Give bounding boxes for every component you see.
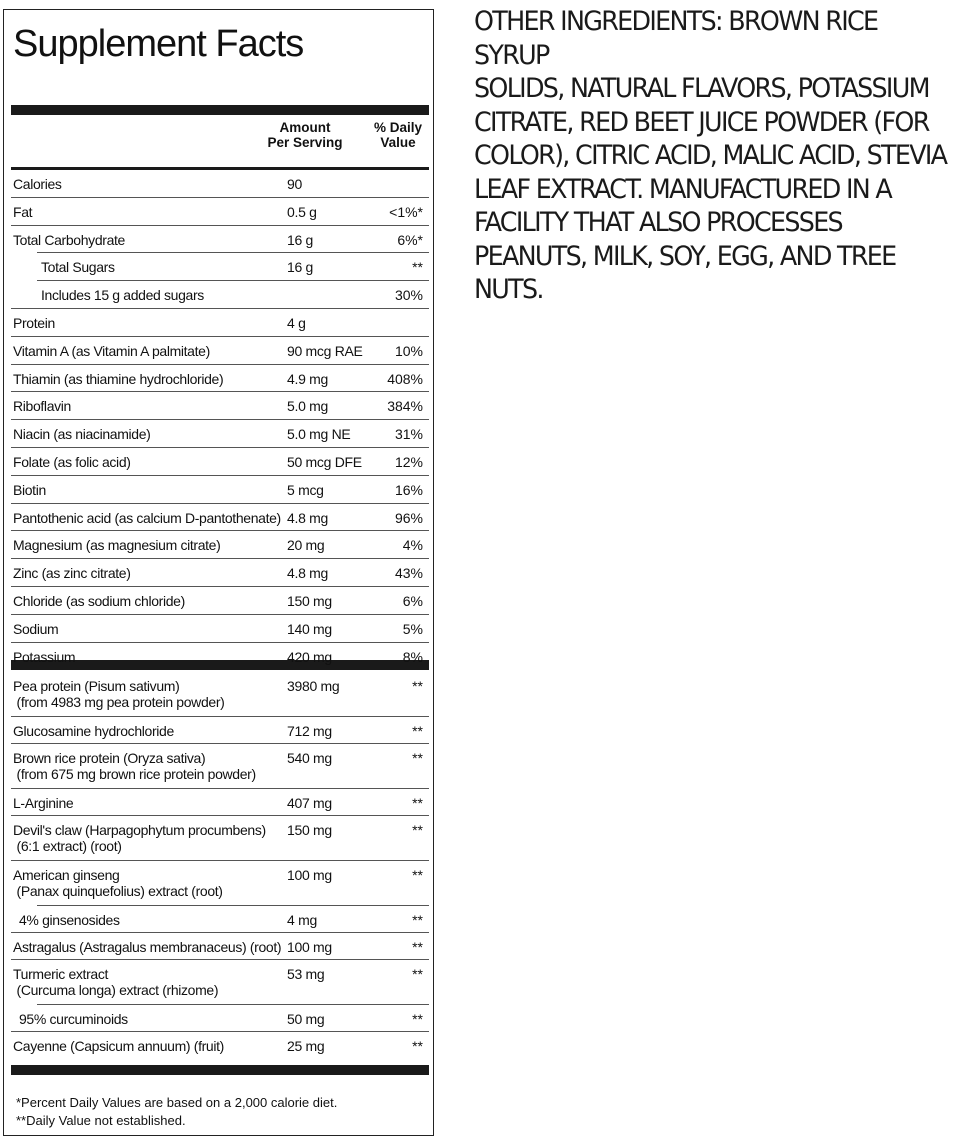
- table-row: [11, 587, 429, 615]
- row-daily-value: **: [412, 723, 423, 739]
- row-amount: 150 mg: [287, 593, 332, 609]
- row-amount: 100 mg: [287, 867, 332, 883]
- row-daily-value: 6%*: [397, 231, 423, 248]
- row-name: Devil's claw (Harpagophytum procumbens) (6:1 extract) (root): [13, 822, 266, 854]
- row-name: Total Carbohydrate: [13, 231, 125, 248]
- row-name: Potassium: [13, 648, 76, 665]
- row-amount: 25 mg: [287, 1038, 325, 1054]
- table-row: [11, 170, 429, 198]
- row-amount: 5.0 mg: [287, 398, 328, 415]
- table-row: [11, 476, 429, 504]
- row-amount: 4.8 mg: [287, 509, 328, 526]
- row-daily-value: **: [412, 912, 423, 928]
- row-daily-value: **: [412, 259, 423, 276]
- row-name: Glucosamine hydrochloride: [13, 723, 174, 739]
- row-amount: 50 mg: [287, 1011, 325, 1027]
- table-row: [11, 744, 429, 789]
- row-name: Calories: [13, 176, 62, 192]
- table-row: [11, 861, 429, 906]
- row-daily-value: **: [412, 750, 423, 766]
- row-daily-value: 384%: [387, 398, 423, 415]
- table-row: [11, 392, 429, 420]
- row-amount: 4 g: [287, 315, 306, 331]
- row-name: Pea protein (Pisum sativum) (from 4983 mg pea protein powder): [13, 678, 225, 710]
- row-amount: 90: [287, 176, 302, 192]
- table-row: [11, 643, 429, 671]
- row-name: Includes 15 g added sugars: [41, 287, 204, 304]
- row-daily-value: 16%: [394, 481, 423, 498]
- row-amount: 540 mg: [287, 750, 332, 766]
- row-daily-value: 12%: [394, 454, 423, 470]
- row-name: L-Arginine: [13, 795, 74, 811]
- row-amount: 3980 mg: [287, 678, 340, 694]
- table-row: [11, 420, 429, 448]
- row-name: 95% curcuminoids: [19, 1011, 128, 1027]
- footnotes: [16, 1094, 337, 1130]
- row-daily-value: **: [412, 939, 423, 955]
- table-row: [11, 672, 429, 717]
- row-name: Fat: [13, 203, 33, 220]
- row-amount: 50 mcg DFE: [287, 454, 362, 470]
- row-amount: 5.0 mg NE: [287, 426, 351, 443]
- row-daily-value: 5%: [402, 620, 423, 637]
- table-row: [11, 816, 429, 861]
- table-row: [11, 309, 429, 337]
- row-daily-value: **: [412, 1011, 423, 1027]
- row-name: 4% ginsenosides: [19, 912, 120, 928]
- thick-divider-bottom: [11, 1065, 429, 1075]
- row-name: Turmeric extract (Curcuma longa) extract (rhizome): [13, 966, 219, 998]
- column-header-amount: Amount Per Serving: [267, 120, 343, 150]
- table-row: [11, 1032, 429, 1059]
- table-row: [11, 531, 429, 559]
- row-amount: 16 g: [287, 231, 314, 248]
- row-name: Brown rice protein (Oryza sativa) (from 675 mg brown rice protein powder): [13, 750, 256, 782]
- row-name: Biotin: [13, 481, 46, 498]
- row-daily-value: 4%: [402, 537, 423, 554]
- row-daily-value: **: [412, 966, 423, 982]
- supplement-facts-panel: [3, 9, 434, 1136]
- table-row: [11, 789, 429, 816]
- row-amount: 712 mg: [287, 723, 332, 739]
- table-row: [11, 281, 429, 309]
- footnote-percent-dv: *Percent Daily Values are based on a 2,000 calorie diet.: [16, 1095, 338, 1110]
- row-daily-value: 10%: [394, 342, 423, 359]
- table-row: [11, 906, 429, 933]
- row-amount: 90 mcg RAE: [287, 342, 363, 359]
- row-daily-value: **: [412, 795, 423, 811]
- row-name: Riboflavin: [13, 398, 71, 415]
- row-amount: 4.8 mg: [287, 565, 328, 582]
- table-row: [11, 365, 429, 393]
- row-amount: 4 mg: [287, 912, 317, 928]
- table-row: [11, 198, 429, 226]
- row-amount: 53 mg: [287, 966, 325, 982]
- row-amount: 20 mg: [287, 537, 325, 554]
- row-daily-value: 30%: [394, 287, 423, 304]
- row-amount: 4.9 mg: [287, 370, 328, 387]
- table-row: [11, 960, 429, 1005]
- row-name: Vitamin A (as Vitamin A palmitate): [13, 342, 210, 359]
- table-row: [11, 226, 429, 254]
- table-row: [11, 615, 429, 643]
- row-daily-value: 6%: [402, 593, 423, 609]
- row-name: Niacin (as niacinamide): [13, 426, 151, 443]
- row-amount: 5 mcg: [287, 481, 324, 498]
- row-name: Magnesium (as magnesium citrate): [13, 537, 221, 554]
- row-name: Astragalus (Astragalus membranaceus) (root): [13, 939, 282, 955]
- row-amount: 420 mg: [287, 648, 332, 665]
- row-name: Protein: [13, 315, 55, 331]
- table-row: [11, 448, 429, 476]
- row-name: Chloride (as sodium chloride): [13, 593, 185, 609]
- table-row: [11, 717, 429, 744]
- row-daily-value: 43%: [394, 565, 423, 582]
- row-daily-value: **: [412, 822, 423, 838]
- row-name: Zinc (as zinc citrate): [13, 565, 131, 582]
- row-daily-value: 31%: [394, 426, 423, 443]
- row-amount: 16 g: [287, 259, 314, 276]
- thick-divider-top: [11, 105, 429, 115]
- row-name: Sodium: [13, 620, 59, 637]
- table-row: [11, 337, 429, 365]
- row-name: Pantothenic acid (as calcium D-pantothenate): [13, 509, 281, 526]
- row-amount: 140 mg: [287, 620, 332, 637]
- column-header-daily-value: % Daily Value: [373, 120, 423, 150]
- row-name: Cayenne (Capsicum annuum) (fruit): [13, 1038, 224, 1054]
- row-amount: 100 mg: [287, 939, 332, 955]
- row-daily-value: **: [412, 867, 423, 883]
- row-daily-value: 408%: [387, 370, 423, 387]
- row-daily-value: 8%: [402, 648, 423, 665]
- row-daily-value: **: [412, 1038, 423, 1054]
- panel-title: Supplement Facts: [13, 23, 304, 65]
- table-row: [11, 1005, 429, 1032]
- table-row: [11, 559, 429, 587]
- table-row: [11, 933, 429, 960]
- other-ingredients-text: OTHER INGREDIENTS: BROWN RICE SYRUP SOLIDS, NATURAL FLAVORS, POTASSIUM CITRATE, RED BEET JUICE POWDER (FOR COLOR), CITRIC ACID, MALIC ACID, STEVIA LEAF EXTRACT. MANUFACTURED IN A FACILITY THAT ALSO PROCESSES PEANUTS, MILK, SOY, EGG, AND TREE NUTS.: [474, 6, 947, 305]
- row-daily-value: **: [412, 678, 423, 694]
- row-daily-value: <1%*: [389, 203, 423, 220]
- row-name: Folate (as folic acid): [13, 454, 131, 470]
- row-name: American ginseng (Panax quinquefolius) extract (root): [13, 867, 223, 899]
- row-name: Thiamin (as thiamine hydrochloride): [13, 370, 224, 387]
- row-amount: 0.5 g: [287, 203, 317, 220]
- table-row: [11, 253, 429, 281]
- row-amount: 407 mg: [287, 795, 332, 811]
- row-amount: 150 mg: [287, 822, 332, 838]
- table-row: [11, 504, 429, 532]
- row-daily-value: 96%: [394, 509, 423, 526]
- row-name: Total Sugars: [41, 259, 115, 276]
- footnote-dv-not-established: **Daily Value not established.: [16, 1113, 186, 1128]
